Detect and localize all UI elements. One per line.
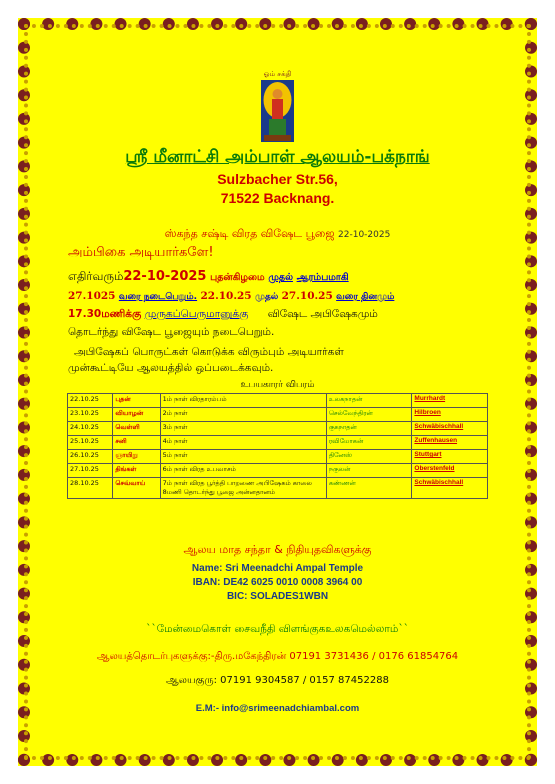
row-day: வெள்ளி [113,422,160,436]
row-city: Zuffenhausen [412,436,488,450]
table-row [68,478,488,499]
puja-title: ஸ்கந்த சஷ்டி விரத விஷேட பூஜை [164,227,335,240]
contact-info: ஆலயத்தொடர்புகளுக்கு:-திரு.மகேந்திரன் 07191 3731436 / 0176 61854764 [96,651,459,662]
row-date: 24.10.25 [68,422,113,436]
body-line-6: முன்கூட்டியே ஆலயத்தில் ஒப்படைக்கவும். [68,362,274,374]
text: ஆரம்பமாகி [296,272,349,283]
row-sponsor: குகநாதன் [326,422,412,436]
schedule-table-body [68,394,488,499]
row-city: Schwäbischhall [412,478,488,499]
body-line-5: அபிஷேகப் பொருட்கள் கொடுக்க விரும்பும் அடியார்கள் [74,346,344,358]
row-date: 28.10.25 [68,478,113,499]
text: முதல் [268,272,293,283]
body-line-4: தொடர்ந்து விஷேட பூஜையும் நடைபெறும். [68,326,275,338]
bank-bic: BIC: SOLADES1WBN [226,591,329,602]
row-day: ஞாயிறு [113,450,160,464]
motto: ``மேன்மைகொள் சைவநீதி விளங்குகஉலகமெல்லாம்`` [146,623,409,635]
row-sponsor: உலகநாதன் [326,394,412,408]
row-day: வியாழன் [113,408,160,422]
row-date: 22.10.25 [68,394,113,408]
row-description: 2ம் நாள் [160,408,326,422]
om-sakthi-text: ஓம் சக்தி [263,70,292,78]
row-description: 3ம் நாள் [160,422,326,436]
row-date: 26.10.25 [68,450,113,464]
deity-image [261,80,294,142]
row-description: 1ம் நாள் விரதாரம்பம் [160,394,326,408]
row-city: Schwäbischhall [412,422,488,436]
text: விஷேட அபிஷேகமும் [267,308,378,320]
text: முருகப்பெருமானுக்கு [144,308,249,320]
bank-account-name: Name: Sri Meenadchi Ampal Temple [191,563,364,574]
text: வரை தினமும் [336,292,395,302]
row-description: 4ம் நாள் [160,436,326,450]
row-day: புதன் [113,394,160,408]
row-description: 7ம் நாள் விரத பூர்த்தி பாறணை அபிஷேகம் காலை 8மணி தொடர்ந்து பூஜை அன்னதானம் [160,478,326,499]
row-city: Hilbroen [412,408,488,422]
row-description: 5ம் நாள் [160,450,326,464]
text: முதல் [254,292,279,302]
row-sponsor: செல்வேந்திரன் [326,408,412,422]
text: 27.1025 [68,290,116,302]
row-sponsor: ரவிமோகன் [326,436,412,450]
text: 22.10.25 [200,290,252,302]
table-row [68,422,488,436]
bank-heading: ஆலய மாத சந்தா & நிதியுதவிகளுக்கு [183,543,372,556]
text: எதிர்வரும் [68,269,124,283]
body-line-1 [68,269,349,285]
body-line-3 [68,307,378,321]
priest-contact: ஆலயகுரு: 07191 9304587 / 0157 87452288 [166,675,389,686]
text: 17.30மணிக்கு [68,308,142,320]
row-date: 27.10.25 [68,464,113,478]
table-row [68,394,488,408]
table-row [68,450,488,464]
address-street: Sulzbacher Str.56, [217,171,338,187]
row-date: 25.10.25 [68,436,113,450]
puja-date: 22-10-2025 [338,230,391,240]
row-sponsor: நகுலன் [326,464,412,478]
row-city: Stuttgart [412,450,488,464]
text: புதன்கிழமை [210,272,265,283]
table-row [68,464,488,478]
text: 27.10.25 [281,290,333,302]
puja-heading [0,227,555,242]
text: வரை நடைபெறும். [118,292,198,302]
temple-title: ஸ்ரீ மீனாட்சி அம்பாள் ஆலயம்-பக்நாங் [125,147,430,167]
schedule-heading: உபயகாரர் விபரம் [240,380,315,390]
row-day: திங்கள் [113,464,160,478]
row-day: சனி [113,436,160,450]
bank-iban: IBAN: DE42 6025 0010 0008 3964 00 [192,577,363,588]
schedule-table [67,393,488,499]
table-row [68,408,488,422]
row-day: செவ்வாய் [113,478,160,499]
address-city: 71522 Backnang. [220,190,335,206]
email: E.M:- info@srimeenadchiambal.com [195,703,360,714]
row-sponsor: தினேஸ் [326,450,412,464]
body-line-2 [68,289,394,304]
start-date: 22-10-2025 [123,269,207,284]
row-date: 23.10.25 [68,408,113,422]
row-description: 6ம் நாள் விரத உபவாசம் [160,464,326,478]
greeting: அம்பிகை அடியார்களே! [68,245,214,260]
row-city: Oberstenfeld [412,464,488,478]
row-sponsor: கண்ணன் [326,478,412,499]
row-city: Murrhardt [412,394,488,408]
table-row [68,436,488,450]
